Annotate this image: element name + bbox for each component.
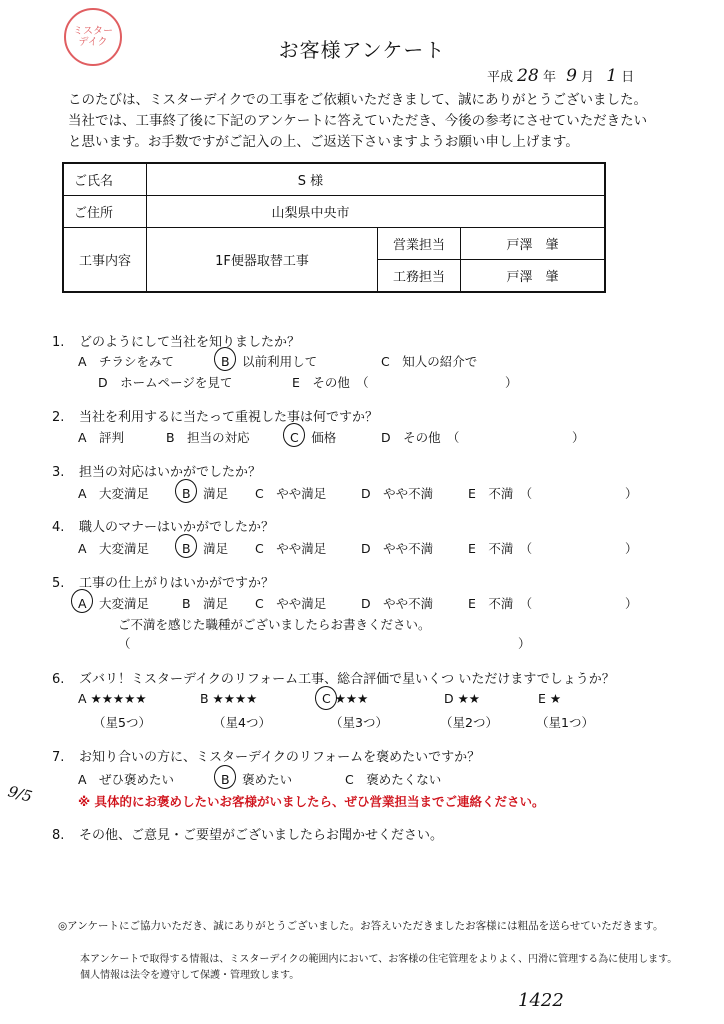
q6-option-a: A ★★★★★	[78, 691, 147, 706]
q3-option-e: E 不満 （	[468, 486, 533, 501]
stamp-text: ミスターデイク	[73, 26, 113, 48]
name-value: S 様	[147, 163, 606, 196]
question-4	[52, 516, 274, 535]
question-6	[52, 668, 615, 687]
question-1	[52, 331, 300, 350]
answer-circle	[214, 347, 236, 371]
customer-info-table	[62, 162, 606, 293]
address-value: 山梨県中央市	[147, 196, 606, 228]
question-text: ズバリ！ミスターデイクのリフォーム工事、総合評価で星いくつ いただけますでしょうか？	[79, 672, 615, 687]
document-number: 1422	[518, 990, 564, 1011]
address-label: ご住所	[63, 196, 147, 228]
q2-close-paren: ）	[572, 430, 585, 445]
question-number: 7.	[52, 750, 65, 765]
q5-option-d: D やや不満	[361, 596, 434, 611]
intro-line: このたびは、ミスターデイクでの工事をご依頼いただきまして、誠にありがとうございました。	[68, 92, 648, 108]
question-number: 8.	[52, 828, 65, 843]
survey-date	[487, 66, 634, 86]
q6-option-e: E ★	[538, 691, 562, 706]
q6-option-d: D ★★	[444, 691, 481, 706]
answer-circle	[71, 589, 93, 613]
intro-line: 当社では、工事終了後に下記のアンケートに答えていただき、今後の参考にさせていただきたい	[68, 113, 648, 129]
answer-circle	[214, 765, 236, 789]
date-month: 9	[566, 66, 577, 86]
question-7	[52, 746, 480, 765]
question-text: 工事の仕上がりはいかがですか？	[79, 576, 275, 591]
q3-option-d: D やや不満	[361, 486, 434, 501]
q2-option-d: D その他 （	[381, 430, 460, 445]
question-text: 職人のマナーはいかがでしたか？	[79, 520, 275, 535]
date-day: 1	[606, 66, 618, 86]
date-year: 28	[517, 66, 539, 86]
question-text: 当社を利用するに当たって重視した事は何ですか？	[79, 410, 379, 425]
answer-circle	[315, 686, 337, 710]
footer-privacy-2: 個人情報は法令を遵守して保護・管理致します。	[80, 970, 300, 981]
q5-open-paren: （	[118, 636, 131, 651]
q6-sub-b: （星4つ）	[213, 715, 271, 730]
question-2	[52, 406, 378, 425]
q4-option-a: A 大変満足	[78, 541, 150, 556]
q7-note: ※ 具体的にお褒めしたいお客様がいましたら、ぜひ営業担当までご連絡ください。	[78, 794, 545, 809]
name-label: ご氏名	[63, 163, 147, 196]
page-title: お客様アンケート	[278, 38, 446, 62]
q5-option-c: C やや満足	[255, 596, 327, 611]
q1-option-e: E その他 （	[292, 375, 369, 390]
q3-option-a: A 大変満足	[78, 486, 150, 501]
answer-circle	[175, 479, 197, 503]
date-era: 平成	[487, 70, 514, 85]
q2-option-a: A 評判	[78, 430, 125, 445]
sales-label: 営業担当	[378, 228, 461, 260]
q5-option-a: A 大変満足	[78, 596, 150, 611]
question-number: 1.	[52, 335, 65, 350]
q1-option-c: C 知人の紹介で	[381, 354, 478, 369]
intro-text	[68, 90, 688, 153]
answer-circle	[283, 423, 305, 447]
answer-circle	[175, 534, 197, 558]
date-month-label: 月	[581, 70, 595, 85]
sales-value: 戸澤 肇	[461, 228, 606, 260]
q3-close-paren: ）	[625, 486, 638, 501]
q6-sub-a: （星5つ）	[93, 715, 151, 730]
date-day-label: 日	[621, 70, 635, 85]
question-text: どのようにして当社を知りましたか？	[79, 335, 301, 350]
question-3	[52, 461, 261, 480]
q3-option-c: C やや満足	[255, 486, 327, 501]
q2-option-c: C 価格	[290, 430, 337, 445]
margin-handwritten-note: 9/5	[6, 782, 35, 806]
question-number: 6.	[52, 672, 65, 687]
q4-option-e: E 不満 （	[468, 541, 533, 556]
q7-option-a: A ぜひ褒めたい	[78, 772, 175, 787]
question-number: 5.	[52, 576, 65, 591]
q5-note: ご不満を感じた職種がございましたらお書きください。	[118, 617, 431, 632]
q7-option-b: B 褒めたい	[221, 772, 293, 787]
footer-thanks: ◎アンケートにご協力いただき、誠にありがとうございました。お答えいただきましたお客様には粗品を送らせていただきます。	[58, 920, 664, 932]
q6-option-b: B ★★★★	[200, 691, 258, 706]
work-label: 工事内容	[63, 228, 147, 293]
q4-close-paren: ）	[625, 541, 638, 556]
question-8	[52, 824, 443, 843]
question-text: 担当の対応はいかがでしたか？	[79, 465, 262, 480]
q1-close-paren: ）	[505, 375, 518, 390]
question-text: お知り合いの方に、ミスターデイクのリフォームを褒めたいですか？	[79, 750, 481, 765]
q3-option-b: B 満足	[182, 486, 229, 501]
footer-privacy-1: 本アンケートで取得する情報は、ミスターデイクの範囲内において、お客様の住宅管理をよりよく、円滑に管理する為に使用します。	[80, 954, 678, 965]
q5-option-b: B 満足	[182, 596, 229, 611]
q4-option-b: B 満足	[182, 541, 229, 556]
q6-option-c: C ★★★	[322, 691, 369, 706]
q7-option-c: C 褒めたくない	[345, 772, 442, 787]
question-number: 2.	[52, 410, 65, 425]
q2-option-b: B 担当の対応	[166, 430, 250, 445]
construction-label: 工務担当	[378, 260, 461, 293]
q4-option-c: C やや満足	[255, 541, 327, 556]
q5-option-e: E 不満 （	[468, 596, 533, 611]
intro-line: と思います。お手数ですがご記入の上、ご返送下さいますようお願い申し上げます。	[68, 134, 579, 150]
construction-value: 戸澤 肇	[461, 260, 606, 293]
q6-sub-d: （星2つ）	[440, 715, 498, 730]
date-year-label: 年	[542, 70, 556, 85]
question-5	[52, 572, 274, 591]
q5-close-paren: ）	[625, 596, 638, 611]
q5-close-paren-2: ）	[518, 636, 531, 651]
question-text: その他、ご意見・ご要望がございましたらお聞かせください。	[79, 828, 444, 843]
q4-option-d: D やや不満	[361, 541, 434, 556]
q1-option-b: B 以前利用して	[221, 354, 318, 369]
q1-option-a: A チラシをみて	[78, 354, 175, 369]
q6-sub-c: （星3つ）	[330, 715, 388, 730]
question-number: 4.	[52, 520, 65, 535]
work-value: 1F便器取替工事	[147, 228, 378, 293]
question-number: 3.	[52, 465, 65, 480]
q1-option-d: D ホームページを見て	[98, 375, 233, 390]
q6-sub-e: （星1つ）	[536, 715, 594, 730]
